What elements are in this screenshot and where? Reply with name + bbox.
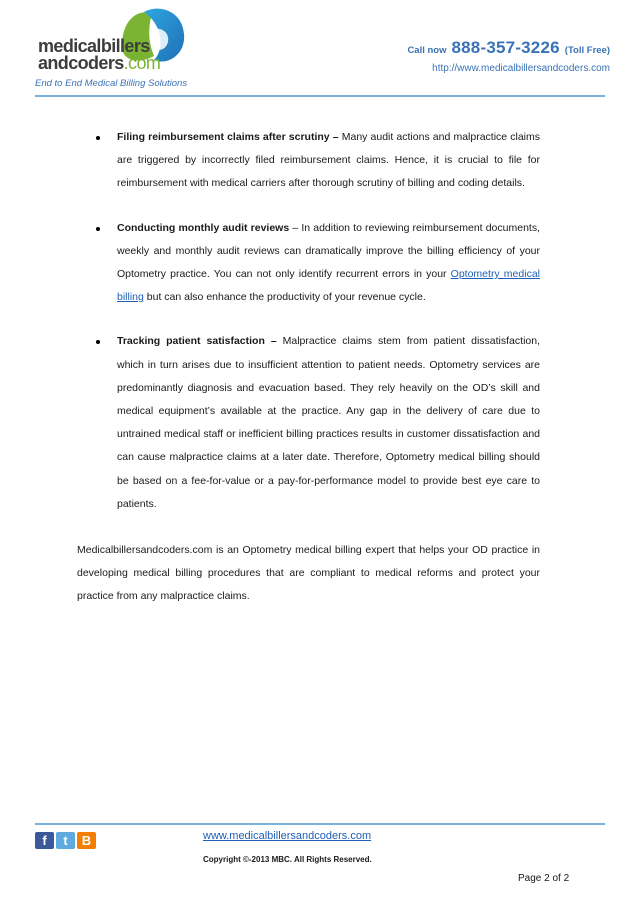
twitter-icon[interactable]: t [56,832,75,849]
header-url-link[interactable]: http://www.medicalbillersandcoders.com [432,63,610,74]
bullet-marker [96,136,100,140]
tagline: End to End Medical Billing Solutions [35,78,188,89]
bullet-title: Tracking patient satisfaction – [117,335,277,348]
bullet-body: Many audit actions and malpractice claims are triggered by incorrectly filed reimbursement claims. Hence, it is crucial to file for reimbursement with medical carriers after thorough scrutiny of billing and coding details. [117,131,541,190]
bullet-title: Conducting monthly audit reviews [117,221,290,234]
bullet-text [117,217,540,310]
bullet-text [117,330,540,516]
document-body [0,126,638,609]
phone-number[interactable]: 888-357-3226 [451,38,560,57]
logo-domain: .com [123,53,161,73]
bullet-item [0,330,540,516]
call-row [407,38,610,58]
logo-wordmark [38,38,160,72]
call-prefix: Call now [407,45,447,56]
closing-paragraph: Medicalbillersandcoders.com is an Optometry medical billing expert that helps your OD practice in developing medical billing procedures that are compliant to medical reforms and protect your practice from any malpractice claims. [77,544,540,603]
bullet-title: Filing reimbursement claims after scrutiny – [117,131,339,143]
logo-line-2: andcoders [38,53,124,73]
copyright-text: Copyright ©-2013 MBC. All Rights Reserved. [203,855,372,864]
logo-line-1: medicalbillers [38,36,150,56]
bullet-body: – In addition to reviewing reimbursement documents, weekly and monthly audit reviews can dramatically improve the billing efficiency of your Optometry practice. You can not only identify recurrent errors in your [117,221,540,281]
social-icons [35,832,96,849]
page-header [0,0,638,110]
bullet-body-end: but can also enhance the productivity of your revenue cycle. [143,291,426,304]
footer-url-link[interactable]: www.medicalbillersandcoders.com [203,830,372,842]
bullet-item [0,217,540,310]
bullet-item [0,126,540,196]
bullet-marker [96,340,100,344]
toll-free-label: (Toll Free) [564,45,610,56]
page-number: Page 2 of 2 [518,873,570,884]
header-divider [35,95,605,97]
bullet-text [117,126,540,196]
footer-divider [35,823,605,825]
bullet-body: Malpractice claims stem from patient dissatisfaction, which in turn arises due to insufficient attention to patient needs. Optometry services are predominantly diagnosis and evacuation based. They rely heavily on the OD’s skill and medical equipment’s available at the practice. Any gap in the delivery of care due to untrained medical staff or inefficient billing practices results in customer dissatisfaction and can cause malpractice claims at a later date. Therefore, Optometry medical billing should be based on a fee-for-value or a pay-for-performance model to provide best eye care to patients. [117,335,540,510]
optometry-billing-link[interactable]: Optometry medical billing [117,268,540,304]
blogger-icon[interactable]: B [77,832,96,849]
facebook-icon[interactable]: f [35,832,54,849]
bullet-marker [96,227,100,231]
contact-block [407,38,610,74]
company-logo[interactable] [36,6,206,76]
